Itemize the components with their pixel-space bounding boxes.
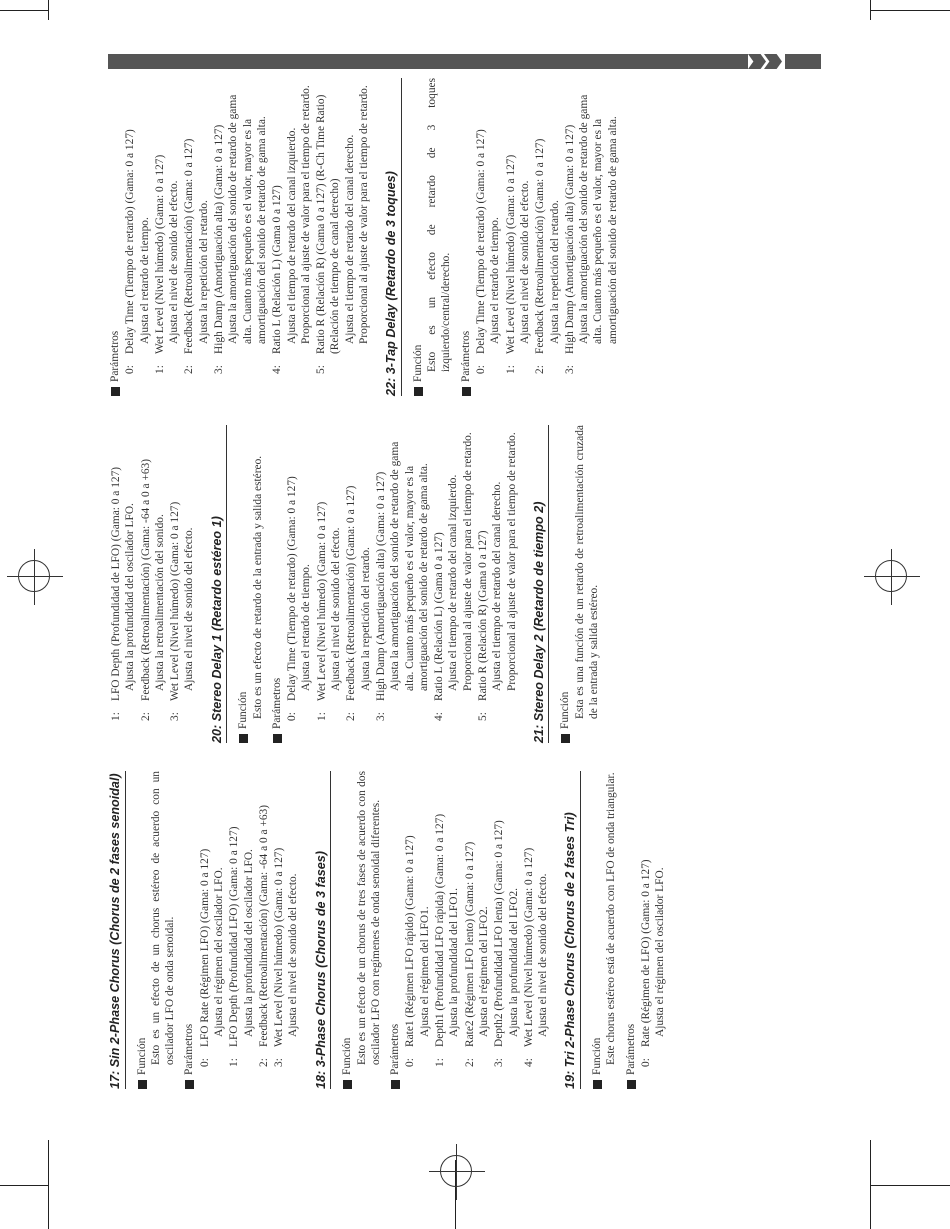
param-item: 4: Ratio L (Relación L) (Gama 0 a 127) Ajusta el tiempo de retardo del canal izquierdo. Proporcional al ajuste de valor para el tiempo de retardo. — [433, 432, 474, 721]
param-item: 1: Depth1 (Profundidad LFO rápida) (Gama: 0 a 127) Ajusta la profundidad del LFO1. — [434, 813, 461, 1067]
param-item: 2: Feedback (Retroalimentación) (Gama: 0 a 127) Ajusta la repetición del retardo. — [345, 485, 372, 721]
column-2 — [108, 425, 601, 743]
param-item: 1: Wet Level (Nivel húmedo) (Gama: 0 a 127) Ajusta el nivel de sonido del efecto. — [504, 154, 531, 374]
funcion-text: Esta es una función de un retardo de retroalimentación cruzada de la entrada y salida estéreo. — [573, 425, 601, 719]
section-title: 18: 3-Phase Chorus (Chorus de 3 fases) — [314, 771, 332, 1089]
param-item: 3: Wet Level (Nivel húmedo) (Gama: 0 a 127) Ajusta el nivel de sonido del efecto. — [169, 501, 196, 721]
section-title: 17: Sin 2-Phase Chorus (Chorus de 2 fases senoidal) — [108, 771, 126, 1089]
section-17 — [108, 771, 301, 1089]
param-item: 1: Wet Level (Nivel húmedo) (Gama: 0 a 127) Ajusta el nivel de sonido del efecto. — [153, 154, 181, 374]
param-item: 3: High Damp (Amortiguación alta) (Gama: 0 a 127) Ajusta la amortiguación del sonido de retardo de gama alta. Cuanto más pequeño es el valor, mayor es la amortiguación del sonido de retardo de gama alta. — [213, 94, 268, 374]
parametros-label: Parámetros — [270, 425, 284, 743]
parametros-label: Parámetros — [182, 771, 196, 1089]
param-item: 0: LFO Rate (Régimen LFO) (Gama: 0 a 127) Ajusta el régimen del oscilador LFO. — [198, 848, 225, 1067]
param-item: 2: Feedback (Retroalimentación) (Gama: 0 a 127) Ajusta la repetición del retardo. — [534, 138, 561, 374]
param-item: 2: Feedback (Retroalimentación) (Gama: -64 a 0 a +63) — [257, 804, 270, 1067]
param-item: 3: Depth2 (Profundidad LFO lenta) (Gama: 0 a 127) Ajusta la profundidad del LFO2. — [493, 820, 520, 1067]
section-18 — [314, 771, 551, 1089]
param-item: 4: Wet Level (Nivel húmedo) (Gama: 0 a 127) Ajusta el nivel de sonido del efecto. — [522, 847, 550, 1067]
section-22 — [384, 78, 620, 396]
param-item: 1: Wet Level (Nivel húmedo) (Gama: 0 a 127) Ajusta el nivel de sonido del efecto. — [315, 501, 343, 721]
funcion-text: Esto es un efecto de un chorus estéreo de acuerdo con un oscilador LFO de onda senoidal. — [149, 771, 177, 1065]
funcion-label: Función — [340, 771, 354, 1089]
param-item: 0: Delay Time (Tiempo de retardo) (Gama: 0 a 127) Ajusta el retardo de tiempo. — [124, 129, 151, 374]
funcion-label: Función — [236, 425, 250, 743]
funcion-label: Función — [135, 771, 149, 1089]
funcion-label: Función — [411, 78, 425, 396]
funcion-text: Esto es un efecto de retardo de la entrada y salida estéreo. — [251, 455, 264, 719]
parametros-label: Parámetros — [388, 771, 402, 1089]
param-item: 1: LFO Depth (Profundidad LFO) (Gama: 0 a 127) Ajusta la profundidad del oscilador LFO. — [228, 826, 255, 1067]
param-item: 1: LFO Depth (Profundidad de LFO) (Gama: 0 a 127) Ajusta la profundidad del oscilador LFO. — [110, 466, 137, 721]
funcion-text: Esto es un efecto de retardo de 3 toques izquierdo/central/derecho. — [426, 78, 453, 372]
param-item: 0: Delay Time (Tiempo de retardo) (Gama: 0 a 127) Ajusta el retardo de tiempo. — [286, 476, 313, 721]
parametros-label: Parámetros — [108, 78, 122, 396]
parametros-label: Parámetros — [624, 771, 638, 1089]
section-title: 21: Stereo Delay 2 (Retardo de tiempo 2) — [532, 425, 550, 743]
funcion-text: Esto es un efecto de un chorus de tres fases de acuerdo con dos oscilador LFO con regímenes de onda senoidal diferentes. — [355, 771, 382, 1065]
param-item: 0: Rate1 (Régimen LFO rápido) (Gama: 0 a 127) Ajusta el régimen del LFO1. — [404, 835, 431, 1067]
param-item: 3: High Damp (Amortiguación alta) (Gama: 0 a 127) Ajusta la amortiguación del sonido de retardo de gama alta. Cuanto más pequeño es el valor, mayor es la amortiguación del sonido de retardo de gama alta. — [563, 94, 619, 374]
column-1 — [108, 771, 667, 1089]
column-3 — [108, 78, 620, 396]
param-item: 3: High Damp (Amortiguación alta) (Gama: 0 a 127) Ajusta la amortiguación del sonido de retardo de gama alta. Cuanto más pequeño es el valor, mayor es la amortiguación del sonido de retardo de gama alta. — [374, 441, 430, 721]
funcion-text: Este chorus estéreo está de acuerdo con LFO de onda triangular. — [605, 772, 618, 1065]
param-item: 3: Wet Level (Nivel húmedo) (Gama: 0 a 127) Ajusta el nivel de sonido del efecto. — [273, 847, 300, 1067]
funcion-label: Función — [590, 771, 604, 1089]
section-21 — [532, 425, 601, 743]
param-item: 5: Ratio R (Relación R) (Gama 0 a 127) (R-Ch Time Ratio) (Relación de tiempo de canal derecho) Ajusta el tiempo de retardo del canal derecho. Proporcional al ajuste de valor para el tiempo de retardo. — [315, 85, 371, 374]
param-item: 2: Feedback (Retroalimentación) (Gama: 0 a 127) Ajusta la repetición del retardo. — [183, 138, 210, 374]
param-item: 2: Feedback (Retroalimentación) (Gama: -64 a 0 a +63) Ajusta la retroalimentación del sonido. — [139, 458, 166, 721]
param-item: 4: Ratio L (Relación L) (Gama 0 a 127) Ajusta el tiempo de retardo del canal izquierdo. Proporcional al ajuste de valor para el tiempo de retardo. — [271, 85, 312, 374]
parametros-label: Parámetros — [459, 78, 473, 396]
param-item: 5: Ratio R (Relación R) (Gama 0 a 127) Ajusta el tiempo de retardo del canal derecho. Proporcional al ajuste de valor para el tiempo de retardo. — [477, 432, 518, 721]
section-title: 19: Tri 2-Phase Chorus (Chorus de 2 fases Tri) — [563, 771, 581, 1089]
section-19 — [563, 771, 667, 1089]
param-item: 2: Rate2 (Régimen LFO lento) (Gama: 0 a 127) Ajusta el régimen del LFO2. — [463, 841, 490, 1067]
funcion-label: Función — [558, 425, 572, 743]
section-20 — [210, 425, 519, 743]
section-title: 20: Stereo Delay 1 (Retardo estéreo 1) — [210, 425, 228, 743]
param-item: 0: Delay Time (Tiempo de retardo) (Gama: 0 a 127) Ajusta el retardo de tiempo. — [475, 129, 502, 374]
section-title: 22: 3-Tap Delay (Retardo de 3 toques) — [384, 78, 402, 396]
param-item: 0: Rate (Régimen de LFO) (Gama: 0 a 127) Ajusta el régimen del oscilador LFO. — [639, 859, 667, 1067]
